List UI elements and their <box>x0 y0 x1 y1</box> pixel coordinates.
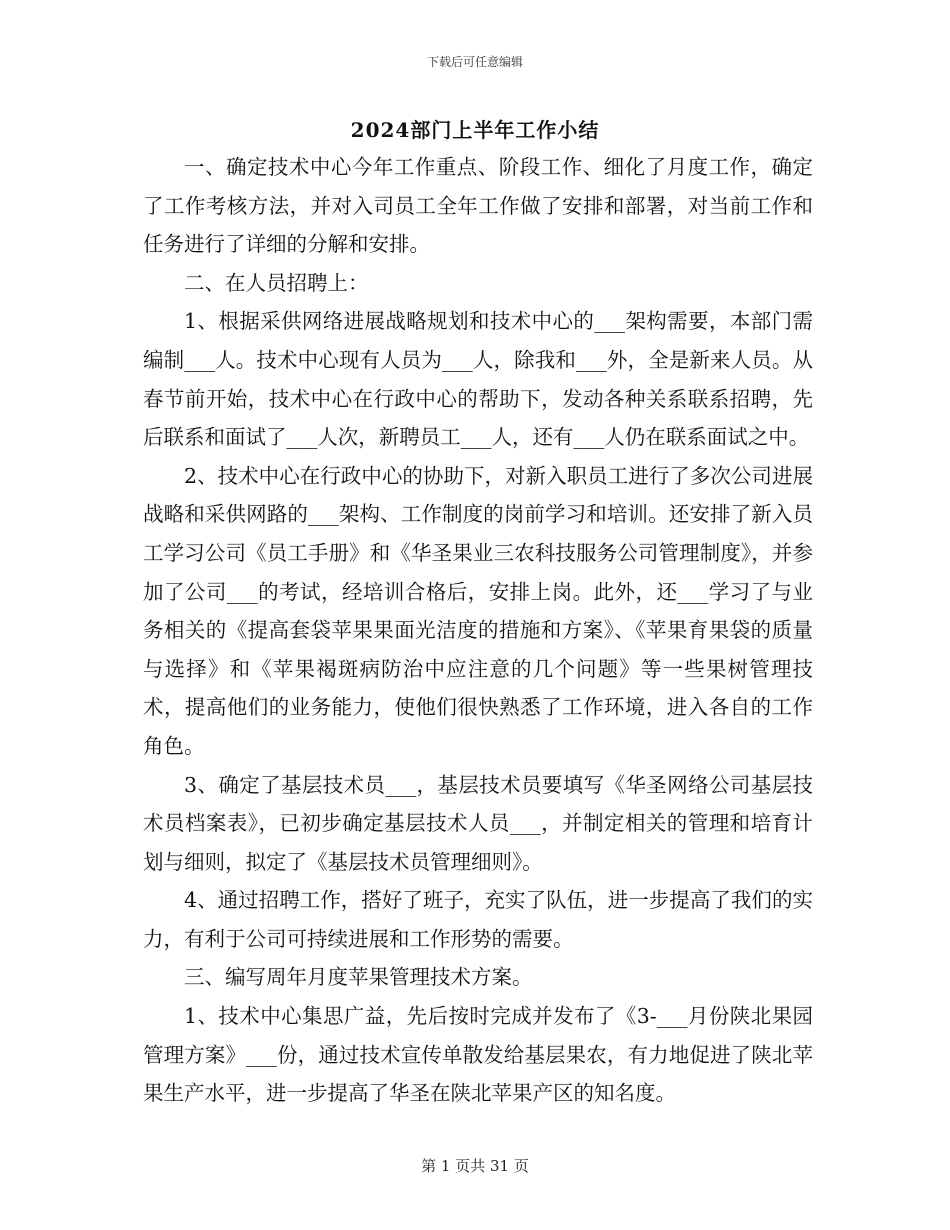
paragraph-2: 二、在人员招聘上： <box>184 270 369 295</box>
paragraph-1: 一、确定技术中心今年工作重点、阶段工作、细化了月度工作，确定了工作考核方法，并对入司员工全年工作做了安排和部署，对当前工作和任务进行了详细的分解和安排。 <box>143 155 813 257</box>
document-title: 2024部门上半年工作小结 <box>350 118 600 142</box>
paragraph-3: 1、根据采供网络进展战略规划和技术中心的___架构需要，本部门需编制___人。技术中心现有人员为___人，除我和___外，全是新来人员。从春节前开始，技术中心在行政中心的帮助下，发动各种关系联系招聘，先后联系和面试了___人次，新聘员工___人，还有___人仍在联系面试之中。 <box>143 309 813 450</box>
header-note: 下载后可任意编辑 <box>426 55 523 69</box>
paragraph-4: 2、技术中心在行政中心的协助下，对新入职员工进行了多次公司进展战略和采供网路的___架构、工作制度的岗前学习和培训。还安排了新入员工学习公司《员工手册》和《华圣果业三农科技服务公司管理制度》，并参加了公司___的考试，经培训合格后，安排上岗。此外，还___学习了与业务相关的《提高套袋苹果果面光洁度的措施和方案》、《苹果育果袋的质量与选择》和《苹果褐斑病防治中应注意的几个问题》等一些果树管理技术，提高他们的业务能力，使他们很快熟悉了工作环境，进入各自的工作角色。 <box>143 463 813 758</box>
paragraph-5: 3、确定了基层技术员___，基层技术员要填写《华圣网络公司基层技术员档案表》，已初步确定基层技术人员___，并制定相关的管理和培育计划与细则，拟定了《基层技术员管理细则》。 <box>143 772 813 874</box>
paragraph-7: 三、编写周年月度苹果管理技术方案。 <box>184 965 533 990</box>
paragraph-8: 1、技术中心集思广益，先后按时完成并发布了《3-___月份陕北果园管理方案》___份，通过技术宣传单散发给基层果农，有力地促进了陕北苹果生产水平，进一步提高了华圣在陕北苹果产区的知名度。 <box>143 1004 813 1106</box>
paragraph-6: 4、通过招聘工作，搭好了班子，充实了队伍，进一步提高了我们的实力，有利于公司可持续进展和工作形势的需要。 <box>143 888 813 951</box>
document-body <box>143 148 813 1113</box>
page-number: 第 1 页共 31 页 <box>421 1157 529 1175</box>
